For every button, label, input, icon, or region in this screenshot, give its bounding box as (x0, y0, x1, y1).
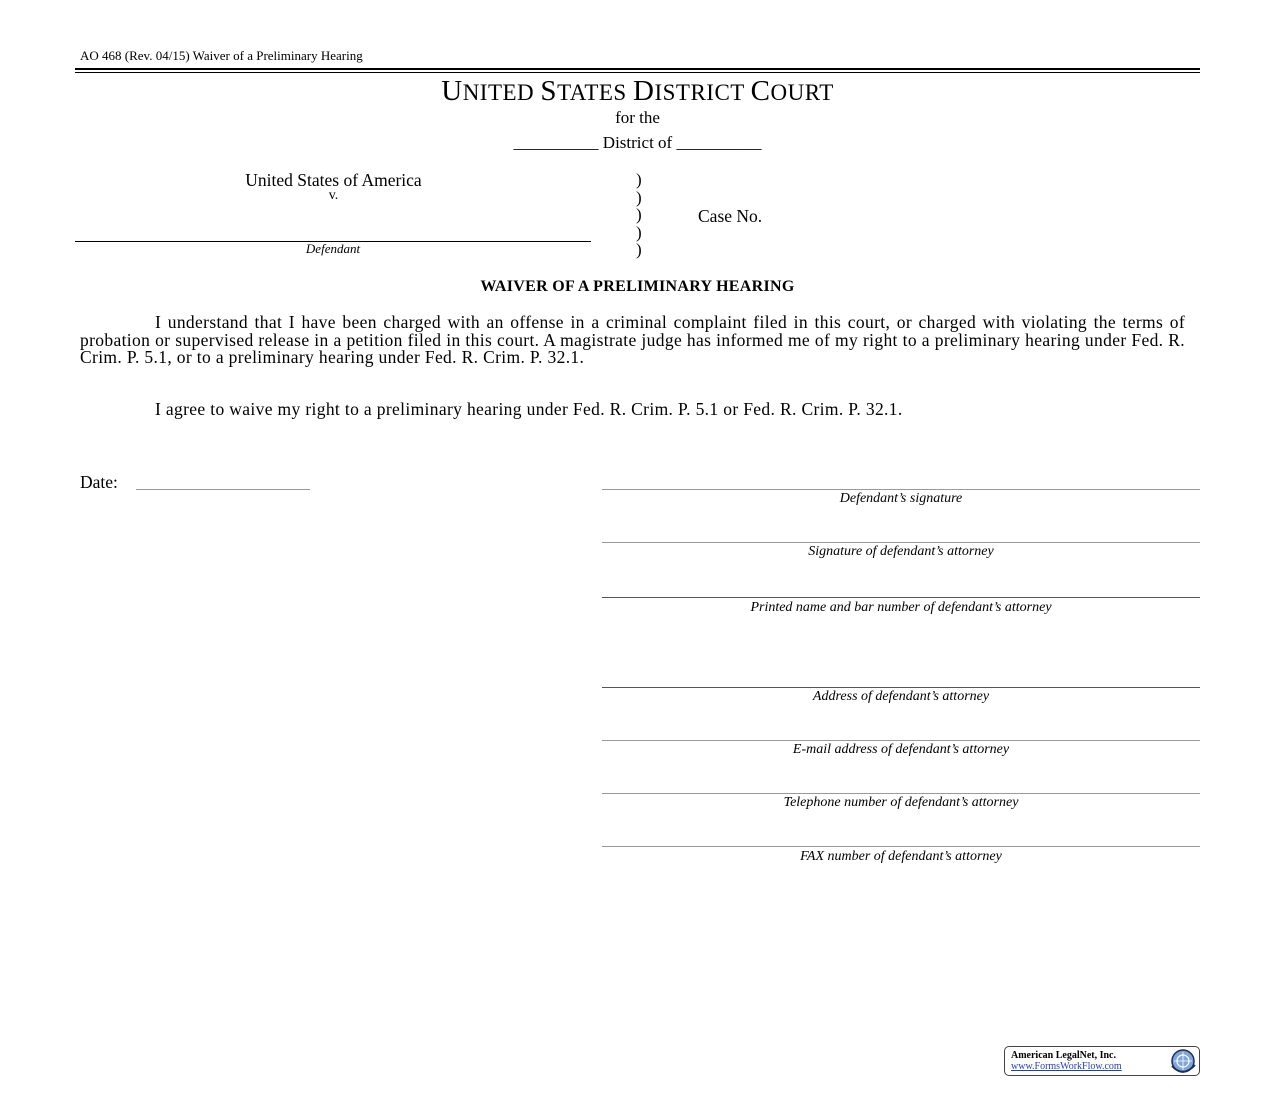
district-line[interactable]: __________ District of __________ (513, 133, 762, 152)
form-id: AO 468 (Rev. 04/15) Waiver of a Preliminary Hearing (80, 48, 363, 63)
globe-icon (1170, 1048, 1196, 1074)
versus-text: v. (328, 188, 339, 203)
signature-field-label: FAX number of defendant’s attorney (800, 849, 1002, 864)
body-paragraph-1: I understand that I have been charged with an offense in a criminal complaint filed in this court, or charged with violating the terms of probation or supervised release in a petition filed in this court. A magistrate judge has informed me of my right to a preliminary hearing under Fed. R. Crim. P. 5.1, or to a preliminary hearing under Fed. R. Crim. P. 32.1. (80, 312, 1185, 367)
attorney-fax-field[interactable] (602, 846, 1200, 865)
signature-field-label: Address of defendant’s attorney (812, 689, 990, 704)
court-title: UNITED STATES DISTRICT COURT (441, 75, 834, 107)
case-number-label: Case No. (698, 206, 763, 226)
legalnet-logo (1004, 1046, 1200, 1076)
attorney-address-field[interactable] (602, 687, 1200, 705)
attorney-telephone-field[interactable] (602, 793, 1200, 811)
header-rule-thin (75, 72, 1200, 73)
header-rule-thick (75, 68, 1200, 70)
plaintiff-name: United States of America (245, 170, 422, 190)
caption-paren: ) (636, 205, 642, 224)
for-the-text: for the (615, 108, 660, 127)
defendant-label: Defendant (305, 241, 361, 256)
signature-field-label: E-mail address of defendant’s attorney (792, 742, 1010, 757)
body-paragraph-2: I agree to waive my right to a preliminary hearing under Fed. R. Crim. P. 5.1 or Fed. R. Crim. P. 32.1. (155, 399, 903, 419)
logo-url-link[interactable]: www.FormsWorkFlow.com (1011, 1061, 1122, 1072)
attorney-name-bar-field[interactable] (602, 597, 1200, 616)
signature-field-label: Telephone number of defendant’s attorney (783, 795, 1019, 810)
caption-paren: ) (636, 187, 642, 207)
logo-company-name: American LegalNet, Inc. (1011, 1050, 1116, 1061)
date-label: Date: (80, 472, 118, 492)
signature-field-label: Signature of defendant’s attorney (808, 544, 994, 559)
signature-field-label: Defendant’s signature (839, 491, 963, 506)
document-heading: WAIVER OF A PRELIMINARY HEARING (480, 278, 795, 295)
attorney-signature-field[interactable] (602, 542, 1200, 560)
caption-paren: ) (636, 240, 642, 259)
defendant-signature-field[interactable] (602, 489, 1200, 507)
caption-paren: ) (636, 222, 642, 242)
caption-paren: ) (636, 170, 642, 189)
signature-field-label: Printed name and bar number of defendant’s attorney (750, 600, 1052, 615)
attorney-email-field[interactable] (602, 740, 1200, 758)
case-number-field[interactable] (790, 204, 990, 226)
date-field[interactable] (136, 489, 310, 490)
